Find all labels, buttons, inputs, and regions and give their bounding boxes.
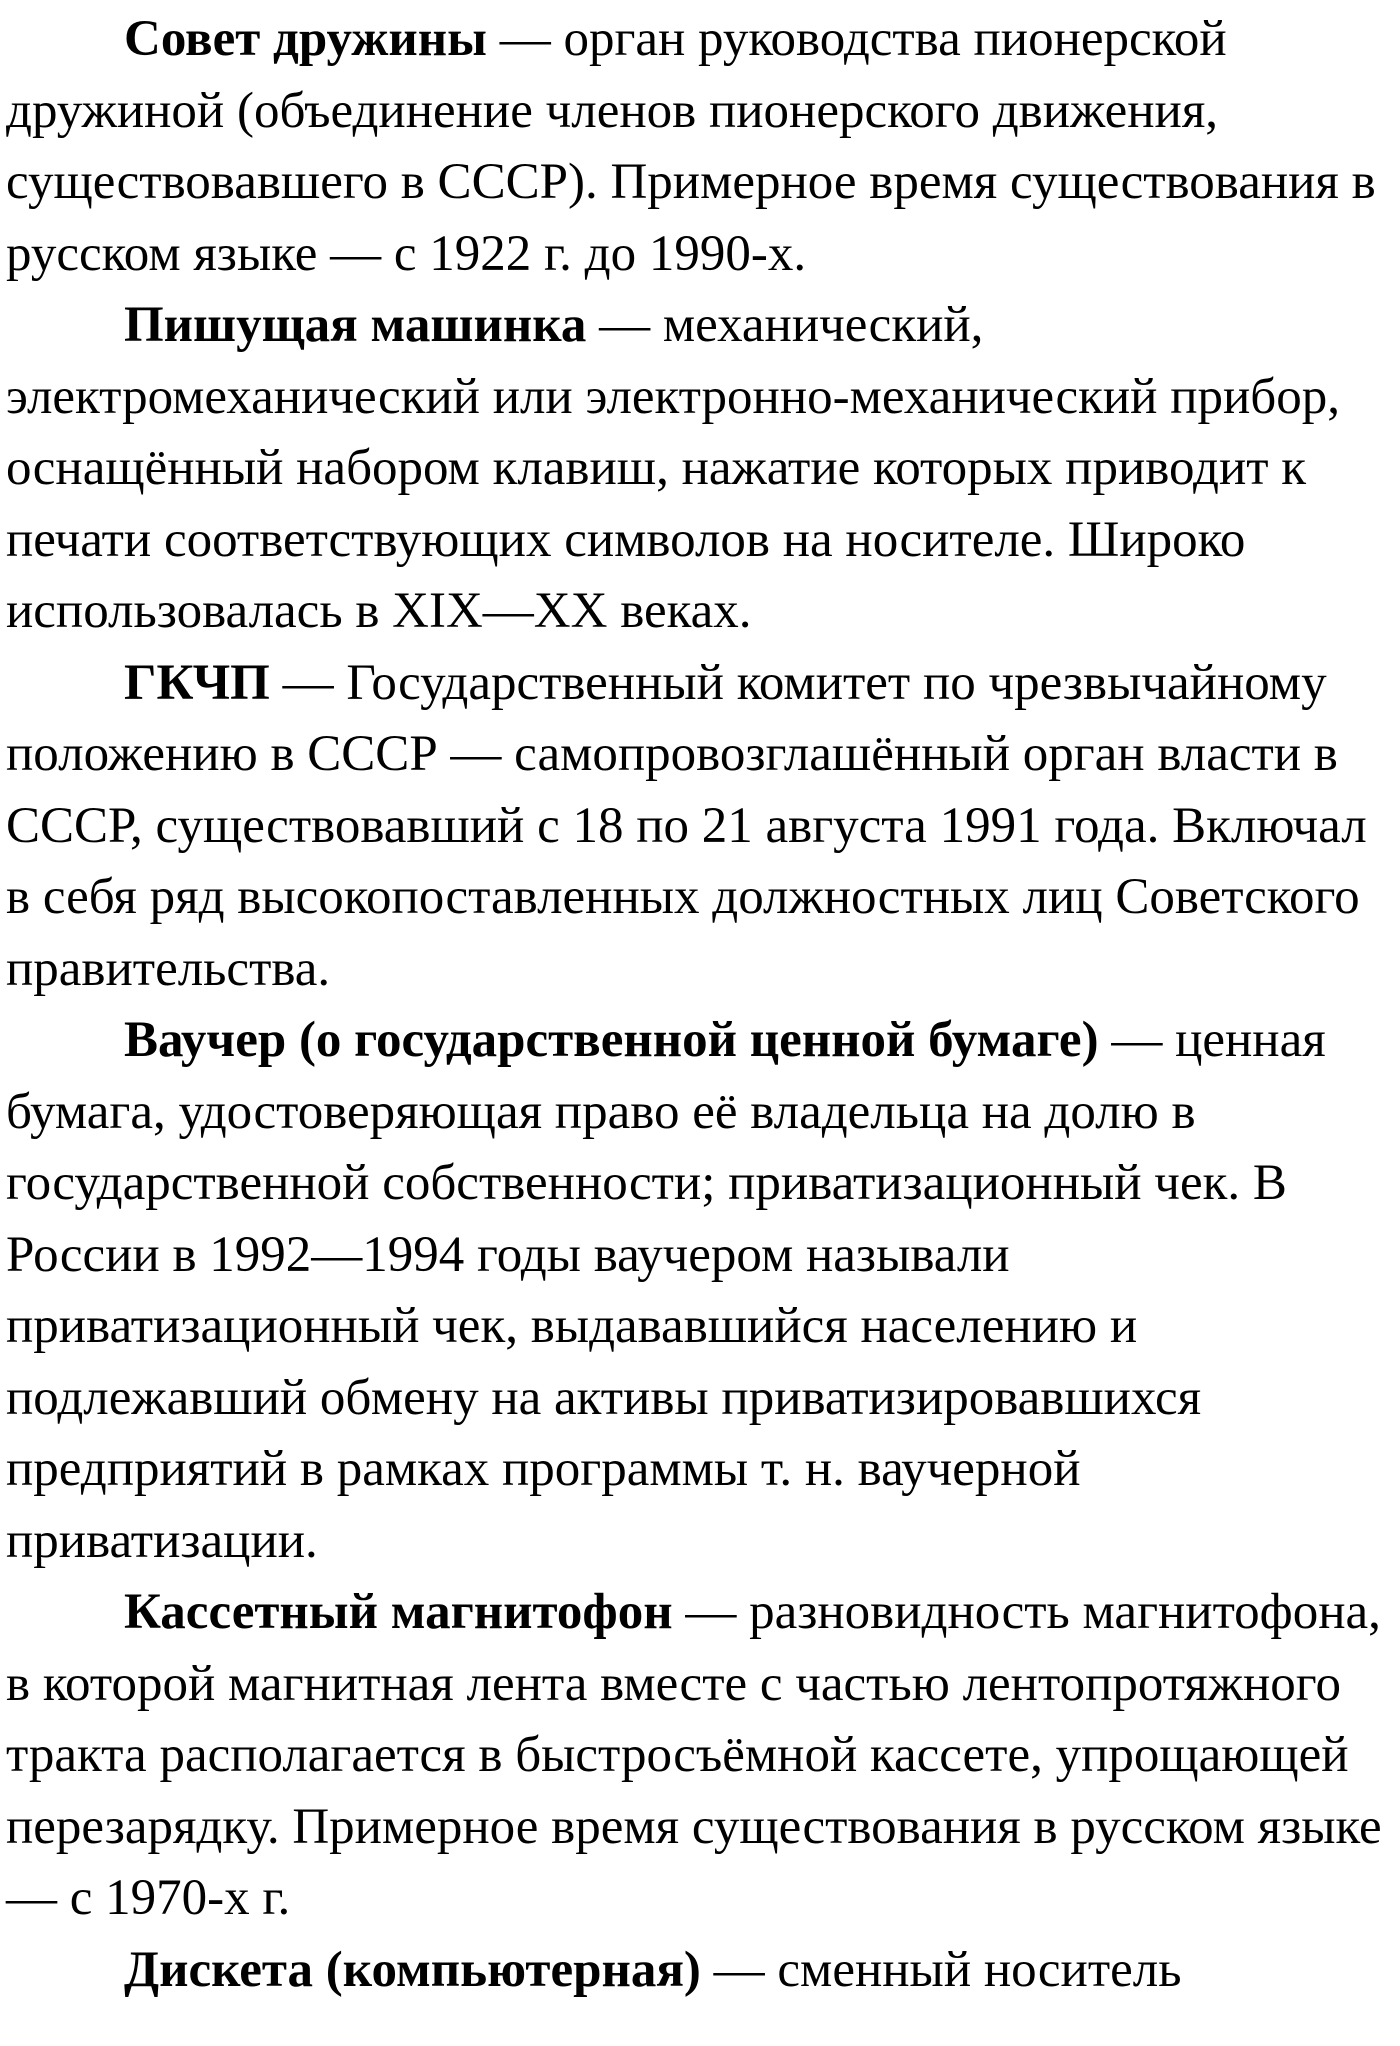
entry-term: Кассетный магнитофон — [124, 1584, 673, 1640]
entry-term: Ваучер (о государственной ценной бумаге) — [124, 1012, 1099, 1068]
entry-definition: — сменный носитель — [700, 1941, 1182, 1998]
entry-definition: — ценная бумага, удостоверяющая право её владельца на долю в государственной собственности; приватизационный чек. В России в 1992—1994 годы ваучером называли приватизационный чек, выдававшийся населению и подлежавший обмену на активы приватизировавшихся предприятий в рамках программы т. н. ваучерной приватизации. — [6, 1012, 1326, 1569]
glossary-entry-disketa — [6, 1935, 1398, 2007]
glossary-entry-gkchp — [6, 648, 1398, 1006]
entry-definition: — Государственный комитет по чрезвычайному положению в СССР — самопровозглашённый орган власти в СССР, существовавший с 18 по 21 августа 1991 года. Включал в себя ряд высокопоставленных должностных лиц Советского правительства. — [6, 654, 1367, 997]
entry-definition: — механический, электромеханический или электронно-механический прибор, оснащённый набором клавиш, нажатие которых приводит к печати соответствующих символов на носителе. Широко использовалась в XIX—XX веках. — [6, 297, 1340, 639]
entry-term: Дискета (компьютерная) — [124, 1941, 701, 1998]
entry-definition: — орган руководства пионерской дружиной (объединение членов пионерского движения, существовавшего в СССР). Примерное время существования в русском языке — с 1922 г. до 1990-х. — [6, 11, 1376, 282]
glossary-entry-kassetnyy-magnitofon — [6, 1577, 1398, 1935]
entry-term: Совет дружины — [124, 11, 487, 67]
glossary-entry-pishushchaya-mashinka — [6, 290, 1398, 648]
glossary-entry-sovet-druzhiny — [6, 4, 1398, 290]
entry-term: Пишущая машинка — [124, 297, 587, 353]
glossary-entry-vaucher — [6, 1005, 1398, 1577]
entry-term: ГКЧП — [124, 654, 270, 711]
entry-definition: — разновидность магнитофона, в которой магнитная лента вместе с частью лентопротяжного тракта располагается в быстросъёмной кассете, упрощающей перезарядку. Примерное время существования в русском языке — с 1970-х г. — [6, 1584, 1382, 1926]
